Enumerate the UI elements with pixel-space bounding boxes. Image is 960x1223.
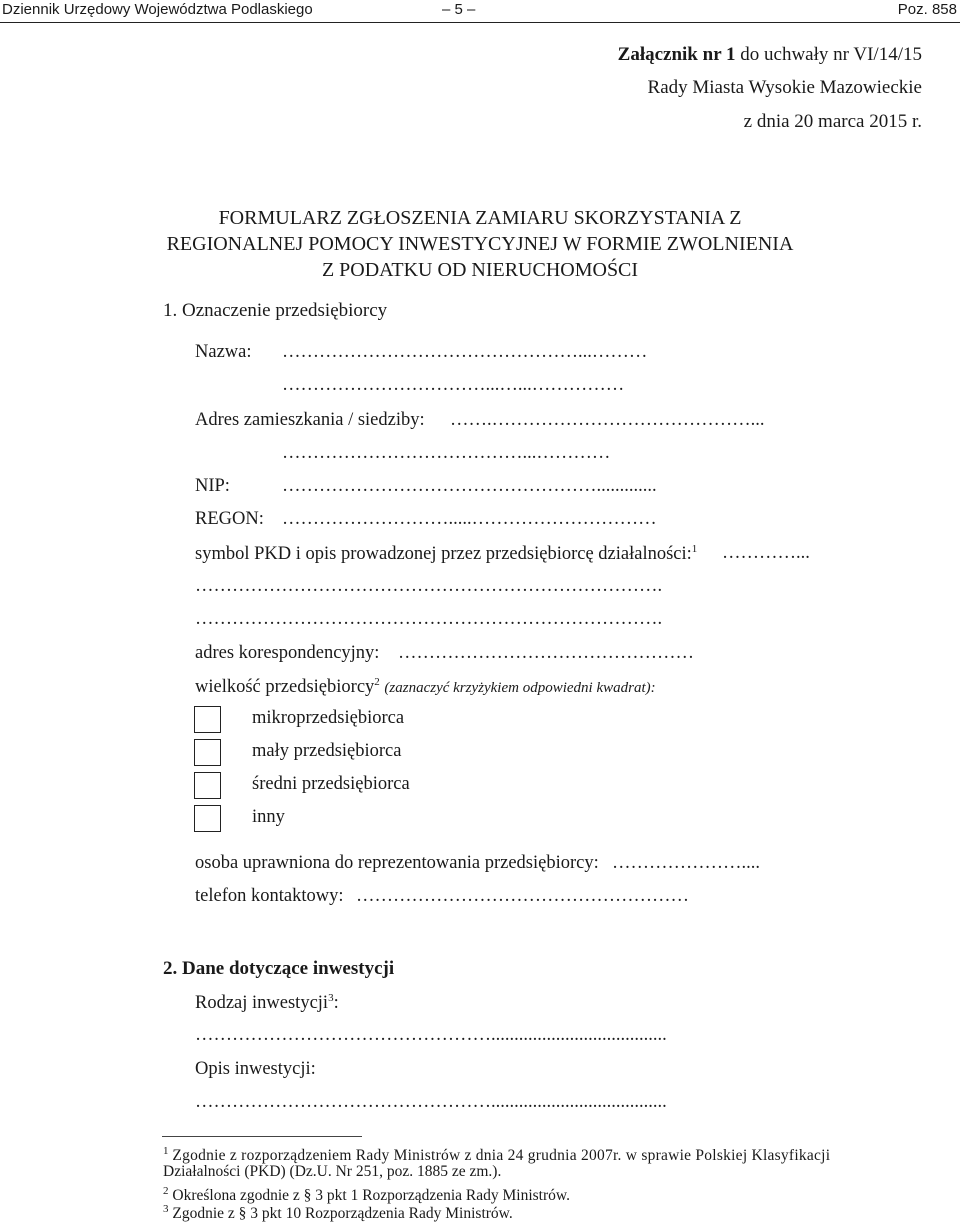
form-title-line-2: REGIONALNEJ POMOCY INWESTYCYJNEJ W FORMIE ZWOLNIENIA	[166, 233, 794, 255]
section-1-heading: 1. Oznaczenie przedsiębiorcy	[163, 300, 388, 321]
size-option-medium: średni przedsiębiorca	[252, 774, 410, 794]
investment-type-field[interactable]: …………………………………………......................................	[195, 1025, 667, 1045]
size-option-micro: mikroprzedsiębiorca	[252, 708, 405, 728]
position-number: Poz. 858	[897, 1, 957, 18]
nip-field[interactable]: …………………………………………….............	[282, 476, 657, 496]
representative-label: osoba uprawniona do reprezentowania przedsiębiorcy:	[195, 853, 599, 873]
footnote-3: $^3$ Zgodnie z § 3 pkt 10 Rozporządzenia Rady Ministrów.	[163, 1203, 513, 1223]
form-title-line-1: FORMULARZ ZGŁOSZENIA ZAMIARU SKORZYSTANIA Z	[218, 207, 742, 229]
address-field-line-2[interactable]: …………………………………...…………	[282, 443, 611, 463]
annex-line-2: Rady Miasta Wysokie Mazowieckie	[647, 77, 922, 98]
name-field[interactable]: …………………………………………...………	[282, 342, 648, 362]
pkd-field[interactable]: …………...	[722, 543, 810, 563]
investment-description-field[interactable]: …………………………………………......................................	[195, 1092, 667, 1112]
pkd-label: symbol PKD i opis prowadzonej przez przedsiębiorcę działalności:$^1$	[195, 543, 698, 565]
investment-type-label: Rodzaj inwestycji$^3$:	[195, 992, 339, 1014]
investment-description-label: Opis inwestycji:	[195, 1059, 316, 1079]
gazette-header	[0, 0, 960, 23]
checkbox-other[interactable]	[194, 805, 221, 832]
size-option-small: mały przedsiębiorca	[252, 741, 402, 761]
nip-label: NIP:	[195, 476, 230, 496]
address-field[interactable]: …….……………………………………...	[450, 410, 765, 430]
checkbox-small[interactable]	[194, 739, 221, 766]
footnote-2: $^2$ Określona zgodnie z § 3 pkt 1 Rozporządzenia Rady Ministrów.	[163, 1185, 570, 1205]
address-label: Adres zamieszkania / siedziby:	[195, 410, 425, 430]
gazette-title: Dziennik Urzędowy Województwa Podlaskiego	[2, 1, 313, 18]
annex-line-1: Załącznik nr 1 do uchwały nr VI/14/15	[617, 44, 922, 65]
regon-label: REGON:	[195, 509, 264, 529]
checkbox-medium[interactable]	[194, 772, 221, 799]
section-2-heading: 2. Dane dotyczące inwestycji	[163, 958, 395, 979]
footnote-1: $^1$ Zgodnie z rozporządzeniem Rady Ministrów z dnia 24 grudnia 2007r. w sprawie Polskiej Klasyfikacji	[163, 1145, 831, 1165]
representative-field[interactable]: …………………....	[612, 853, 760, 873]
form-title-line-3: Z PODATKU OD NIERUCHOMOŚCI	[321, 259, 639, 281]
size-option-other: inny	[252, 807, 285, 827]
pkd-field-line-2[interactable]: ………………………………………………………………….	[195, 576, 663, 596]
pkd-field-line-3[interactable]: ………………………………………………………………….	[195, 609, 663, 629]
footnote-separator	[162, 1136, 362, 1137]
name-label: Nazwa:	[195, 342, 252, 362]
correspondence-field[interactable]: …………………………………………	[398, 643, 694, 663]
page-number: – 5 –	[442, 1, 476, 18]
name-field-line-2[interactable]: ……………………………...…...……………	[282, 375, 625, 395]
phone-field[interactable]: ………………………………………………	[356, 886, 689, 906]
annex-line-3: z dnia 20 marca 2015 r.	[743, 111, 922, 132]
correspondence-label: adres korespondencyjny:	[195, 643, 380, 663]
footnote-1-continued: Działalności (PKD) (Dz.U. Nr 251, poz. 1885 ze zm.).	[163, 1163, 502, 1180]
checkbox-micro[interactable]	[194, 706, 221, 733]
enterprise-size-label: wielkość przedsiębiorcy$^2$ (zaznaczyć krzyżykiem odpowiedni kwadrat):	[195, 676, 656, 698]
regon-field[interactable]: ……………………….....…………………………	[282, 509, 657, 529]
phone-label: telefon kontaktowy:	[195, 886, 344, 906]
